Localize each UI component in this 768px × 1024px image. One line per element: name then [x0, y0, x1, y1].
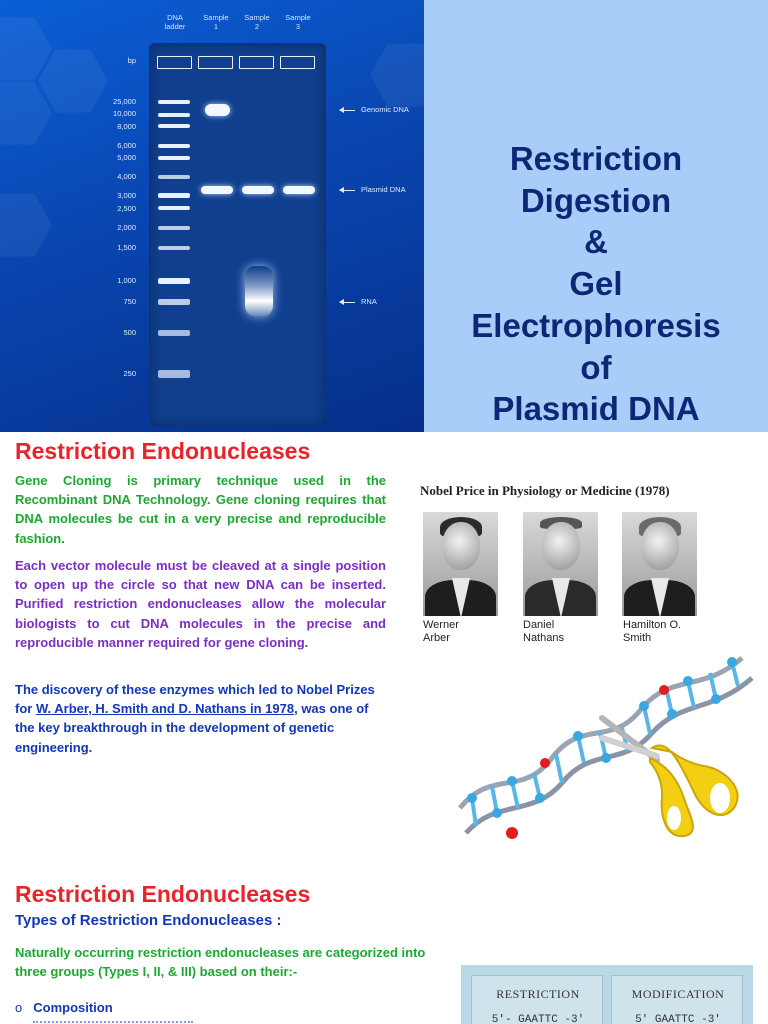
- ladder-band: [158, 156, 190, 160]
- ladder-size-label: 3,000: [117, 191, 136, 200]
- ladder-size-label: 25,000: [113, 97, 136, 106]
- ladder-band: [158, 278, 190, 284]
- left-arrow-icon: [340, 302, 355, 303]
- title-line: &: [584, 223, 608, 261]
- laureate-name: Werner Arber: [423, 619, 459, 644]
- portrait-photo: [523, 512, 598, 616]
- ladder-band: [158, 299, 190, 305]
- ladder-size-label: 1,000: [117, 276, 136, 285]
- ladder-size-label: 2,500: [117, 204, 136, 213]
- bullet-composition: [15, 1000, 113, 1015]
- hexagon-decoration: [370, 40, 424, 110]
- ladder-size-label: 6,000: [117, 141, 136, 150]
- hexagon-decoration: [0, 190, 52, 260]
- bp-unit-label: bp: [127, 56, 136, 65]
- title-slide: [0, 0, 768, 432]
- rna-marker: [340, 297, 377, 306]
- gel-well: [280, 56, 315, 69]
- slide-title: [424, 138, 768, 430]
- title-line: Digestion: [520, 181, 672, 219]
- ladder-size-label: 5,000: [117, 153, 136, 162]
- gel-well: [239, 56, 274, 69]
- laureate-name: Hamilton O. Smith: [623, 619, 682, 644]
- ladder-size-label: 2,000: [117, 223, 136, 232]
- paragraph-categories: Naturally occurring restriction endonucleases are categorized into three groups (Types I, II, & III) based on their:-: [15, 945, 426, 979]
- laureate-name: Daniel Nathans: [523, 619, 564, 644]
- column-header-ladder: DNA ladder: [164, 13, 186, 31]
- restriction-sequence: 5'- GAATTC -3': [491, 1014, 585, 1024]
- plasmid-dna-band: [242, 186, 274, 194]
- title-line: of: [580, 348, 612, 386]
- ladder-size-label: 500: [123, 328, 136, 337]
- title-line: Restriction: [509, 140, 683, 177]
- column-header-sample-1: Sample 1: [203, 13, 229, 31]
- paragraph-gene-cloning: Gene Cloning is primary technique used in the Recombinant DNA Technology. Gene cloning requires that DNA molecules be cut in a very precise and reproducible fashion.: [15, 473, 386, 546]
- ladder-size-label: 8,000: [117, 122, 136, 131]
- paragraph-vector-cleavage: Each vector molecule must be cleaved at a single position to open up the circle so that new DNA can be inserted. Purified restriction endonucleases allow the molecular biologists to cut DNA molecules in the precise and reproducible manner required for gene cloning.: [15, 558, 386, 650]
- ladder-size-label: 10,000: [113, 109, 136, 118]
- column-header-sample-2: Sample 2: [244, 13, 270, 31]
- modification-title: MODIFICATION: [631, 987, 725, 1001]
- genomic-dna-band: [205, 104, 230, 116]
- title-line: Gel: [569, 265, 623, 303]
- ladder-band: [158, 175, 190, 179]
- ladder-band: [158, 113, 190, 117]
- ladder-band: [158, 144, 190, 148]
- marker-label: Plasmid DNA: [361, 185, 406, 194]
- scissors-icon: [602, 718, 738, 836]
- nobel-caption: Nobel Price in Physiology or Medicine (1978): [420, 483, 670, 498]
- portrait-photo: [423, 512, 498, 616]
- plasmid-dna-marker: [340, 185, 406, 194]
- ladder-band: [158, 370, 190, 378]
- ladder-size-label: 750: [123, 297, 136, 306]
- ladder-band: [158, 206, 190, 210]
- slide-subheading: Types of Restriction Endonucleases :: [15, 912, 282, 929]
- restriction-cell: [471, 975, 603, 1024]
- slide-heading: Restriction Endonucleases: [15, 881, 311, 907]
- gel-image: [0, 0, 424, 432]
- dna-scissors-illustration: [452, 648, 768, 840]
- plasmid-dna-band: [283, 186, 315, 194]
- restriction-title: RESTRICTION: [496, 987, 580, 1001]
- modification-sequence: 5' GAATTC -3': [635, 1014, 721, 1024]
- ladder-size-label: 1,500: [117, 243, 136, 252]
- ladder-band: [158, 330, 190, 336]
- endonucleases-slide: [0, 432, 768, 840]
- ladder-band: [158, 246, 190, 250]
- marker-label: RNA: [361, 297, 377, 306]
- nobel-laureates-link[interactable]: W. Arber, H. Smith and D. Nathans in 1978: [35, 701, 295, 717]
- ladder-band: [158, 226, 190, 230]
- slide-heading: Restriction Endonucleases: [15, 438, 311, 464]
- left-arrow-icon: [340, 190, 355, 191]
- ladder-size-label: 250: [123, 369, 136, 378]
- gel-well: [198, 56, 233, 69]
- types-slide: [0, 840, 768, 1024]
- bullet-icon: o: [15, 1000, 23, 1015]
- ladder-size-label: 4,000: [117, 172, 136, 181]
- ladder-band: [158, 193, 190, 198]
- genomic-dna-marker: [340, 105, 409, 114]
- rna-smear: [245, 266, 273, 316]
- bullet-text: Composition: [33, 1000, 113, 1015]
- column-header-sample-3: Sample 3: [285, 13, 311, 31]
- ladder-band: [158, 100, 190, 104]
- title-line: Electrophoresis: [471, 306, 721, 344]
- restriction-modification-figure: [461, 965, 753, 1024]
- title-line: Plasmid DNA: [492, 390, 700, 428]
- portrait-photo: [622, 512, 697, 616]
- ladder-band: [158, 124, 190, 128]
- modification-cell: [611, 975, 743, 1024]
- left-arrow-icon: [340, 110, 355, 111]
- gel-well: [157, 56, 192, 69]
- paragraph-nobel-discovery: The discovery of these enzymes which led to Nobel Prizes for W. Arber, H. Smith and D. Nathans in 1978, was one of the key breakthrough in the development of genetic engineering.: [15, 682, 375, 755]
- plasmid-dna-band: [201, 186, 233, 194]
- marker-label: Genomic DNA: [361, 105, 409, 114]
